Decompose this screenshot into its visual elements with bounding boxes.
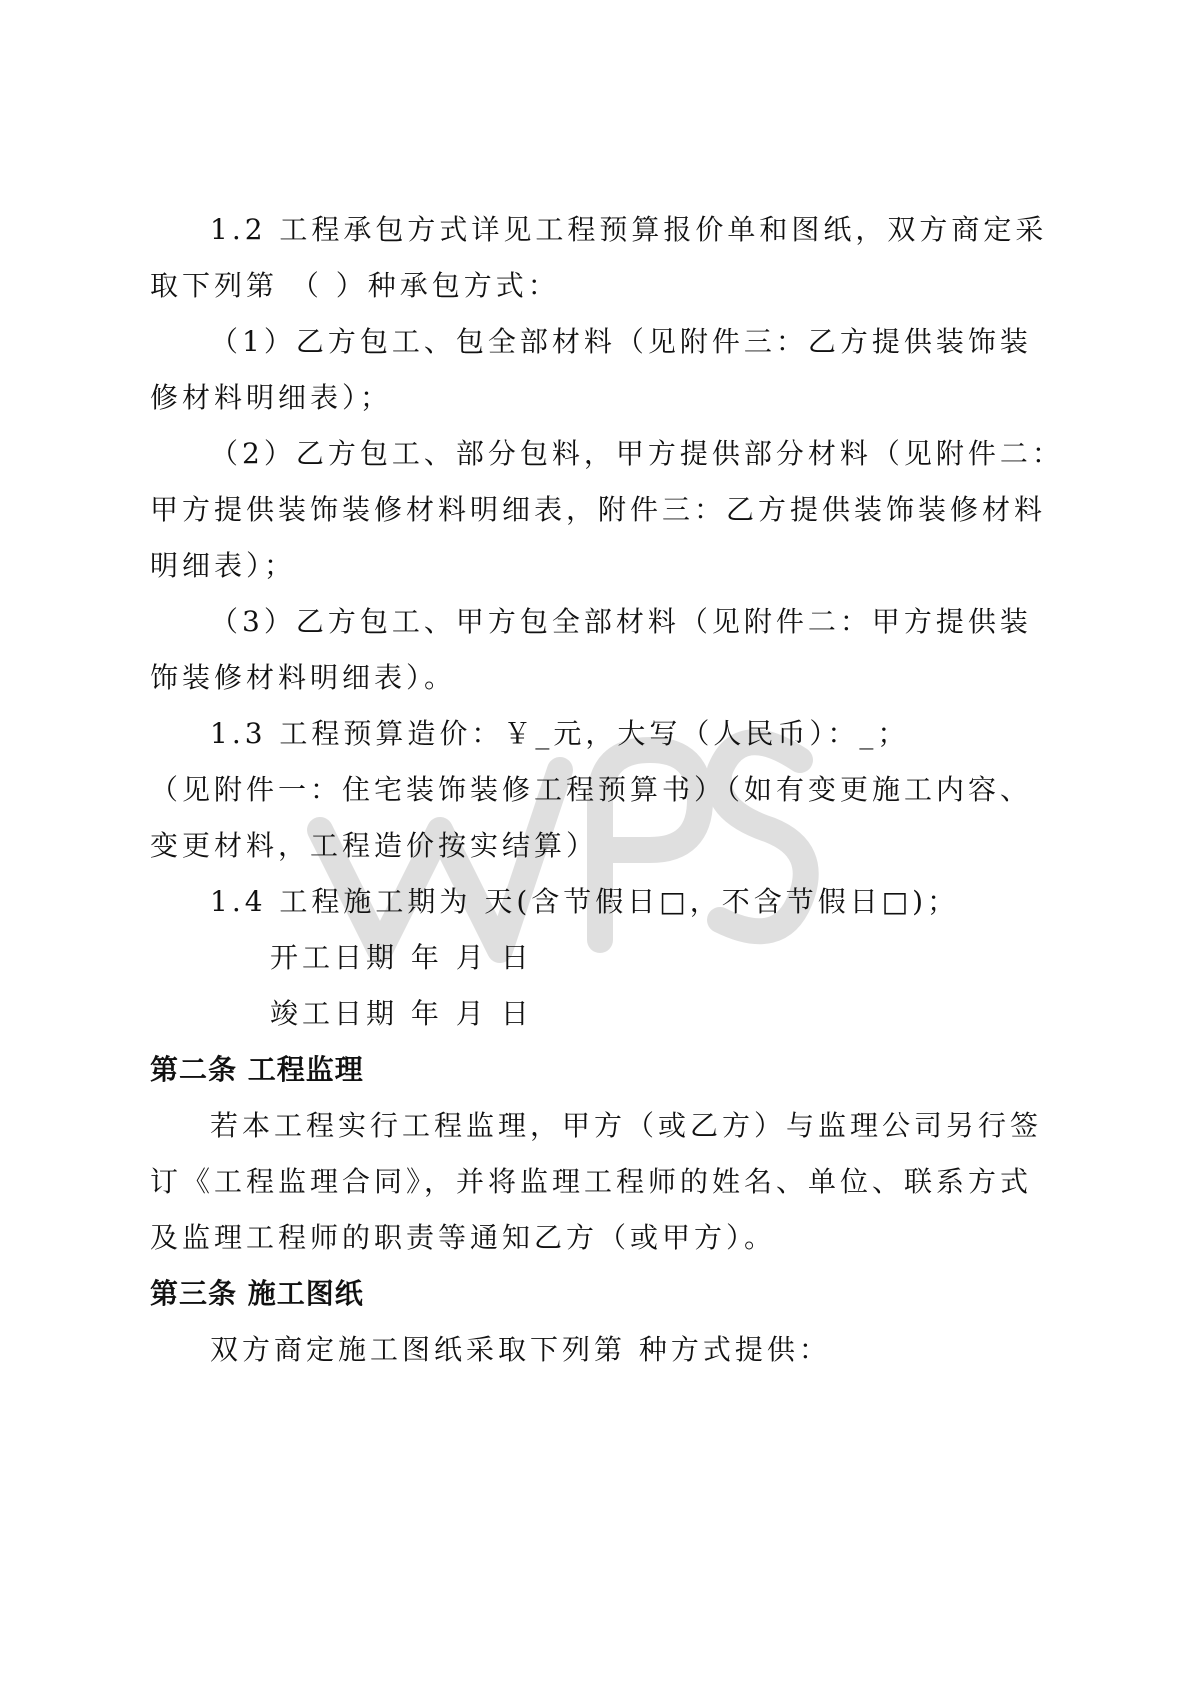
option-3-line-1: （3）乙方包工、甲方包全部材料（见附件二：甲方提供装 [210,605,1032,638]
clause-1-2-line-1: 1.2 工程承包方式详见工程预算报价单和图纸，双方商定采 [210,213,1048,246]
start-date-line: 开工日期 年 月 日 [270,941,533,974]
option-1-line-1: （1）乙方包工、包全部材料（见附件三：乙方提供装饰装 [210,325,1032,358]
option-2-line-1: （2）乙方包工、部分包料，甲方提供部分材料（见附件二： [210,437,1064,470]
article-2-line-1: 若本工程实行工程监理，甲方（或乙方）与监理公司另行签 [210,1109,1043,1142]
option-2-line-2: 甲方提供装饰装修材料明细表，附件三：乙方提供装饰装修材料 [150,493,1047,526]
article-3-heading: 第三条 施工图纸 [150,1277,364,1310]
option-3-line-2: 饰装修材料明细表）。 [150,661,457,694]
article-2-heading: 第二条 工程监理 [150,1053,364,1086]
completion-date-line: 竣工日期 年 月 日 [270,997,533,1030]
article-2-line-2: 订《工程监理合同》，并将监理工程师的姓名、单位、联系方式 [150,1165,1033,1198]
article-3-line-1: 双方商定施工图纸采取下列第 种方式提供： [210,1333,831,1366]
clause-1-3-line-3: 变更材料，工程造价按实结算） [150,829,599,862]
option-1-line-2: 修材料明细表）； [150,381,393,414]
clause-1-2-line-2: 取下列第 （ ）种承包方式： [150,269,560,302]
clause-1-3-line-2: （见附件一：住宅装饰装修工程预算书）（如有变更施工内容、 [150,773,1033,806]
clause-1-4-line-1: 1.4 工程施工期为 天(含节假日□，不含节假日□)； [210,885,960,918]
option-2-line-3: 明细表）； [150,549,297,582]
article-2-line-3: 及监理工程师的职责等通知乙方（或甲方）。 [150,1221,777,1254]
clause-1-3-line-1: 1.3 工程预算造价：￥_元，大写（人民币）：_； [210,717,910,750]
